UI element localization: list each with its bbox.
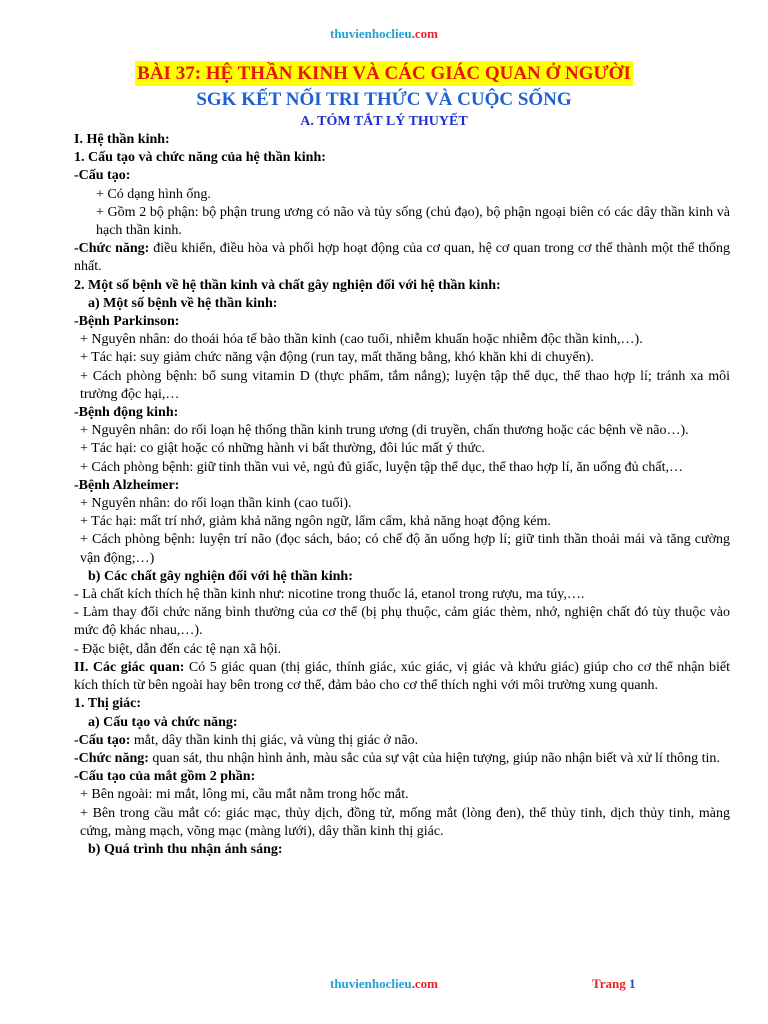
epilepsy-harm: + Tác hại: co giật hoặc có những hành vi bất thường, đôi lúc mất ý thức.	[80, 441, 485, 457]
vision-structure-label: -Cấu tạo:	[74, 732, 131, 748]
page-number-label: Trang	[592, 976, 629, 991]
label-alzheimer: -Bệnh Alzheimer:	[74, 477, 180, 493]
label-epilepsy: -Bệnh động kinh:	[74, 405, 179, 421]
vision-function-paragraph	[74, 750, 730, 768]
vision-function-text: quan sát, thu nhận hình ảnh, màu sắc của sự vật của hiện tượng, giúp não nhận biết và xử lí thông tin.	[148, 750, 720, 766]
structure-item-1: + Có dạng hình ống.	[96, 186, 211, 202]
header-site-name	[0, 26, 768, 42]
eye-inner: + Bên trong cầu mắt có: giác mạc, thủy dịch, đồng tử, mống mắt (lòng đen), thể thủy tinh, dịch thủy tinh, màng cứng, màng mạch, võng mạc (màng lưới), dây thần kinh thị giác.	[80, 805, 730, 839]
heading-diseases-a: a) Một số bệnh về hệ thần kinh:	[88, 295, 278, 311]
heading-vision: 1. Thị giác:	[74, 696, 142, 712]
function-label: -Chức năng:	[74, 241, 150, 257]
page-subtitle: SGK KẾT NỐI TRI THỨC VÀ CUỘC SỐNG	[196, 89, 572, 110]
function-text: điều khiển, điều hòa và phối hợp hoạt động của cơ quan, hệ cơ quan trong cơ thể thành một thể thống nhất.	[74, 241, 730, 275]
heading-diseases: 2. Một số bệnh về hệ thần kinh và chất gây nghiện đối với hệ thần kinh:	[74, 277, 501, 293]
alzheimer-cause: + Nguyên nhân: do rối loạn thần kinh (cao tuổi).	[80, 496, 352, 512]
structure-item-2: + Gồm 2 bộ phận: bộ phận trung ương có não và tủy sống (chủ đạo), bộ phận ngoại biên có các dây thần kinh và hạch thần kinh.	[96, 204, 730, 239]
addictive-item-3: - Đặc biệt, dẫn đến các tệ nạn xã hội.	[74, 641, 282, 657]
function-paragraph	[74, 240, 730, 276]
addictive-item-1: - Là chất kích thích hệ thần kinh như: nicotine trong thuốc lá, etanol trong rượu, ma túy,….	[74, 587, 585, 603]
eye-outer: + Bên ngoài: mi mắt, lông mi, cầu mắt nằm trong hốc mắt.	[80, 787, 409, 803]
senses-paragraph	[74, 659, 730, 695]
heading-structure-function: 1. Cấu tạo và chức năng của hệ thần kinh:	[74, 150, 326, 166]
parkinson-harm: + Tác hại: suy giảm chức năng vận động (run tay, mất thăng bằng, khó khăn khi di chuyển).	[80, 350, 594, 366]
footer-site-main: thuvienhoclieu	[330, 976, 412, 991]
footer-site-tld: .com	[411, 976, 438, 991]
epilepsy-cause: + Nguyên nhân: do rối loạn hệ thống thần kinh trung ương (di truyền, chấn thương hoặc các bệnh về não…).	[80, 423, 689, 439]
addictive-item-2: - Làm thay đổi chức năng bình thường của cơ thể (bị phụ thuộc, cảm giác thèm, nhớ, nghiện chất đó tùy thuộc vào mức độ khác nhau,…).	[74, 605, 730, 639]
heading-nervous-system: I. Hệ thần kinh:	[74, 132, 170, 147]
epilepsy-prevention: + Cách phòng bệnh: giữ tinh thần vui vẻ, ngủ đủ giấc, luyện tập thể dục, thể thao hợp lí, ăn uống đủ chất,…	[80, 459, 683, 475]
vision-structure-paragraph	[74, 732, 730, 750]
alzheimer-harm: + Tác hại: mất trí nhớ, giảm khả năng ngôn ngữ, lẩm cẩm, khả năng hoạt động kém.	[80, 514, 551, 530]
page-number	[592, 976, 635, 992]
page-number-value: 1	[628, 976, 636, 991]
header-site-main: thuvienhoclieu	[330, 26, 412, 41]
heading-addictive-substances: b) Các chất gây nghiện đối với hệ thần kinh:	[88, 568, 353, 584]
heading-vision-b: b) Quá trình thu nhận ánh sáng:	[88, 841, 283, 857]
vision-structure-text: mắt, dây thần kinh thị giác, và vùng thị giác ở não.	[130, 732, 419, 748]
header-site-tld: .com	[411, 26, 438, 41]
title-wrap	[0, 61, 768, 86]
section-a-heading: A. TÓM TẮT LÝ THUYẾT	[300, 114, 468, 129]
label-parkinson: -Bệnh Parkinson:	[74, 314, 180, 330]
document-body	[74, 131, 730, 859]
alzheimer-prevention: + Cách phòng bệnh: luyện trí não (đọc sách, báo; có chế độ ăn uống hợp lí; giữ tinh thần thoải mái và tăng cường vận động;…)	[80, 532, 730, 566]
parkinson-prevention: + Cách phòng bệnh: bổ sung vitamin D (thực phẩm, tắm nắng); luyện tập thể dục, thể thao hợp lí; tránh xa môi trường độc hại,…	[80, 368, 730, 402]
label-eye-structure: -Cấu tạo của mắt gồm 2 phần:	[74, 769, 256, 785]
heading-vision-a: a) Cấu tạo và chức năng:	[88, 714, 238, 730]
vision-function-label: -Chức năng:	[74, 750, 149, 766]
senses-text: Có 5 giác quan (thị giác, thính giác, xúc giác, vị giác và khứu giác) giúp cho cơ thể nhận biết kích thích từ bên ngoài hay bên trong cơ thể, đảm bảo cho cơ thể thích nghi với môi trường xung quanh.	[74, 659, 730, 694]
label-structure: -Cấu tạo:	[74, 168, 131, 184]
page-title: BÀI 37: HỆ THẦN KINH VÀ CÁC GIÁC QUAN Ở NGƯỜI	[137, 63, 631, 84]
senses-label: II. Các giác quan:	[74, 659, 185, 675]
footer-site-name	[0, 976, 768, 992]
parkinson-cause: + Nguyên nhân: do thoái hóa tế bào thần kinh (cao tuổi, nhiễm khuẩn hoặc nhiễm độc thần kinh,…).	[80, 332, 643, 348]
